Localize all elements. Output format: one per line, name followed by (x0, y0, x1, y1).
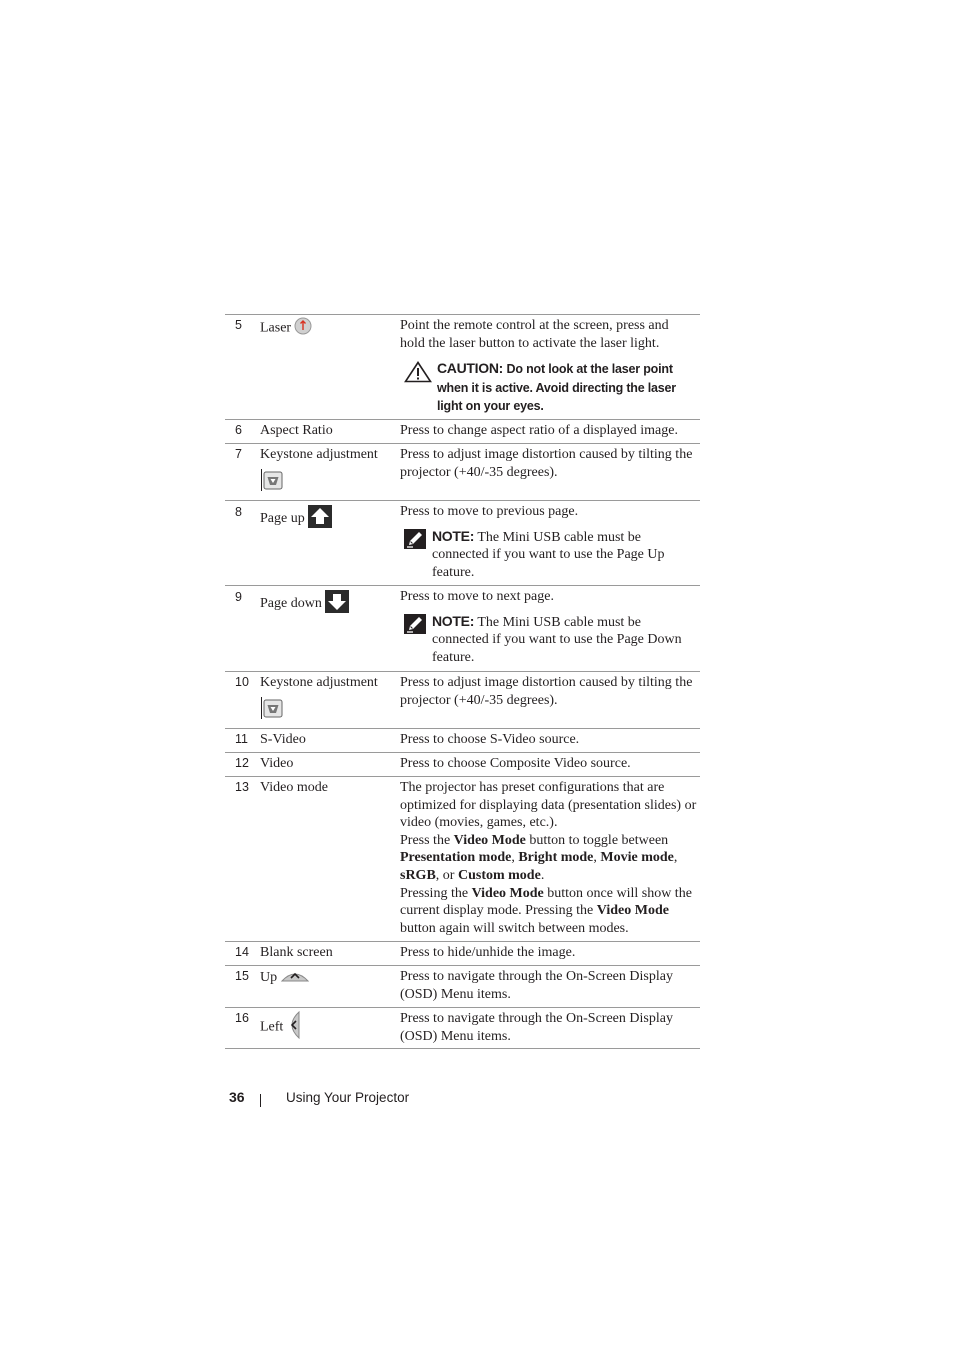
video-mode-paragraph-1: The projector has preset configurations that are optimized for displaying data (presentation slides) or video (movies, games, etc.). (400, 780, 697, 831)
row-description: Press to navigate through the On-Screen Display (OSD) Menu items. (400, 1011, 673, 1044)
row-name: Page up (260, 505, 332, 533)
table-row (225, 966, 700, 1008)
row-name: S-Video (260, 732, 306, 747)
row-description: Press to navigate through the On-Screen Display (OSD) Menu items. (400, 969, 673, 1002)
row-number: 7 (235, 447, 242, 461)
remote-control-table (225, 314, 700, 1049)
row-name: Video mode (260, 780, 328, 795)
table-row (225, 501, 700, 586)
keystone-icon (260, 468, 284, 497)
row-name: Up (260, 968, 310, 988)
row-number: 15 (235, 969, 249, 983)
row-number: 11 (235, 732, 248, 746)
table-row (225, 586, 700, 672)
note-pencil-icon (404, 529, 426, 555)
row-number: 5 (235, 318, 242, 332)
note-label: NOTE: (432, 612, 475, 629)
table-row (225, 1008, 700, 1049)
table-row (225, 672, 700, 729)
row-number: 12 (235, 756, 249, 770)
row-description: Press to choose S-Video source. (400, 732, 580, 747)
row-description: Press to choose Composite Video source. (400, 756, 631, 771)
note-label: NOTE: (432, 527, 475, 544)
row-number: 16 (235, 1011, 249, 1025)
note-notice (400, 613, 697, 667)
table-row (225, 942, 700, 966)
row-name: Left (260, 1010, 301, 1045)
row-number: 9 (235, 590, 242, 604)
row-description: Press to adjust image distortion caused by tilting the projector (+40/-35 degrees). (400, 675, 693, 708)
row-name: Blank screen (260, 945, 333, 960)
left-arrow-icon (286, 1010, 301, 1045)
table-row (225, 444, 700, 501)
page-up-icon (308, 505, 332, 533)
row-number: 6 (235, 423, 242, 437)
note-notice (400, 528, 697, 582)
table-row (225, 315, 700, 420)
keystone-icon (260, 696, 284, 725)
caution-text: Do not look at the laser point when it is active. Avoid directing the laser light on your eyes. (437, 362, 676, 414)
laser-icon (294, 317, 312, 340)
footer-title: Using Your Projector (286, 1090, 410, 1105)
row-description: Press to adjust image distortion caused by tilting the projector (+40/-35 degrees). (400, 447, 693, 480)
video-mode-paragraph-2: Press the Video Mode button to toggle between Presentation mode, Bright mode, Movie mode, sRGB, or Custom mode. (400, 832, 678, 883)
caution-notice (400, 360, 697, 416)
up-arrow-icon (280, 968, 310, 988)
page-number: 36 (229, 1089, 245, 1105)
note-text: The Mini USB cable must be connected if you want to use the Page Down feature. (432, 614, 682, 665)
table-row (225, 729, 700, 753)
row-name: Video (260, 756, 294, 771)
row-description: Point the remote control at the screen, press and hold the laser button to activate the laser light. CAUTION: Do not look at the laser point when it is active. Avoid directing the laser light on your eyes. (400, 317, 697, 416)
row-number: 8 (235, 505, 242, 519)
video-mode-paragraph-3: Pressing the Video Mode button once will show the current display mode. Pressing the Video Mode button again will switch between modes. (400, 885, 692, 936)
row-description: Press to move to previous page. NOTE: The Mini USB cable must be connected if you want to use the Page Up feature. (400, 503, 697, 581)
row-number: 14 (235, 945, 249, 959)
note-text: The Mini USB cable must be connected if you want to use the Page Up feature. (432, 529, 665, 580)
row-name: Laser (260, 317, 312, 340)
row-name: Keystone adjustment (260, 447, 378, 462)
row-name: Keystone adjustment (260, 675, 378, 690)
row-description (400, 779, 697, 937)
row-description: Press to hide/unhide the image. (400, 945, 576, 960)
footer-divider (260, 1094, 261, 1107)
row-name: Aspect Ratio (260, 423, 333, 438)
page-down-icon (325, 590, 349, 618)
caution-label: CAUTION: (437, 360, 504, 377)
row-description: Press to move to next page. NOTE: The Mini USB cable must be connected if you want to use the Page Down feature. (400, 588, 697, 666)
table-row (225, 420, 700, 444)
row-number: 13 (235, 780, 249, 794)
row-name: Page down (260, 590, 349, 618)
row-number: 10 (235, 675, 249, 689)
warning-triangle-icon (404, 361, 432, 389)
row-description: Press to change aspect ratio of a displayed image. (400, 423, 678, 438)
table-row (225, 777, 700, 942)
note-pencil-icon (404, 614, 426, 640)
table-row (225, 753, 700, 777)
